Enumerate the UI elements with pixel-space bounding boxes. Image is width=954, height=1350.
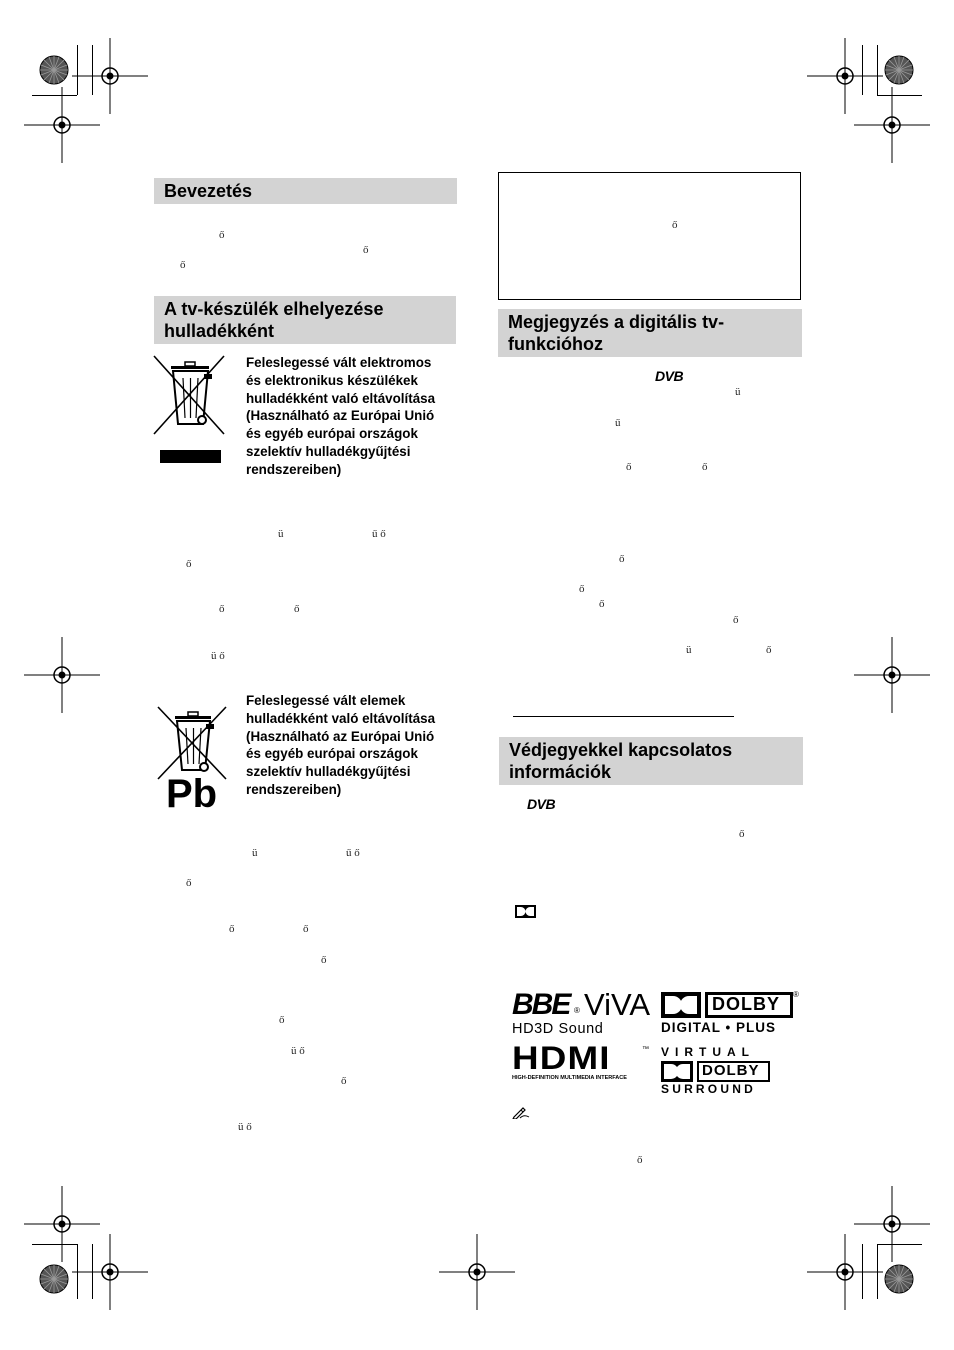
text-fragment: ü ő: [238, 1121, 252, 1133]
text-fragment: ő: [229, 923, 235, 935]
disposal-heading: A tv-készülék elhelyezése hulladékként: [154, 296, 456, 344]
text-fragment: ő: [599, 598, 605, 610]
dvb-logo: DVB: [655, 368, 684, 384]
text-fragment: ü: [686, 644, 692, 656]
digital-heading: Megjegyzés a digitális tv-funkcióhoz: [498, 309, 802, 357]
text-fragment: ű: [615, 417, 621, 429]
text-fragment: ű ő: [372, 528, 386, 540]
text-fragment: ő: [186, 558, 192, 570]
dolby-digital-plus-logo: [661, 992, 801, 1038]
surround-text: SURROUND: [661, 1082, 756, 1096]
virtual-text: VIRTUAL: [661, 1045, 755, 1059]
note-pencil-icon: [512, 1107, 530, 1119]
text-fragment: ő: [637, 1154, 643, 1166]
tm-mark: ™: [642, 1046, 649, 1053]
text-fragment: ü ő: [211, 650, 225, 662]
trademark-heading: Védjegyekkel kapcsolatos információk: [499, 737, 803, 785]
text-fragment: ü: [735, 386, 741, 398]
text-fragment: ü: [278, 528, 284, 540]
notice-box: [498, 172, 801, 300]
divider: [513, 716, 734, 717]
dolby-wordmark-box: [697, 1061, 770, 1082]
virtual-dolby-surround-logo: [661, 1046, 776, 1096]
text-fragment: ő: [733, 614, 739, 626]
text-fragment: ő: [219, 603, 225, 615]
text-fragment: ü ő: [291, 1045, 305, 1057]
disposal-electronics-text: Feleslegessé vált elektromos és elektronikus készülékek hulladékként való eltávolítása (Használható az Európai Unió és egyéb európai országok szelektív hulladékgyűjtési rendszereiben): [246, 355, 436, 477]
text-fragment: ő: [739, 828, 745, 840]
text-fragment: ő: [626, 461, 632, 473]
text-fragment: ő: [321, 954, 327, 966]
hdmi-logo: [512, 1040, 652, 1086]
digital-plus-text: DIGITAL • PLUS: [661, 1020, 776, 1035]
text-fragment: ő: [702, 461, 708, 473]
text-fragment: ő: [294, 603, 300, 615]
dolby-wordmark-box: [705, 992, 793, 1018]
hdmi-sub-text: HIGH-DEFINITION MULTIMEDIA INTERFACE: [512, 1075, 627, 1081]
hdmi-text: HDMI: [512, 1040, 611, 1076]
intro-heading: Bevezetés: [154, 178, 457, 204]
text-fragment: ő: [279, 1014, 285, 1026]
dvb-logo: DVB: [527, 796, 556, 812]
text-fragment: ő: [672, 219, 678, 231]
crossed-bin-icon: [152, 354, 228, 466]
registered-mark: ®: [793, 990, 799, 999]
text-fragment: ő: [180, 259, 186, 271]
bbe-text: BBE: [512, 988, 570, 1021]
viva-text: ViVA: [584, 987, 651, 1022]
text-fragment: ő: [766, 644, 772, 656]
pb-label: Pb: [166, 772, 218, 816]
dolby-text: DOLBY: [712, 994, 780, 1014]
disposal-batteries-text: Feleslegessé vált elemek hulladékként való eltávolítása (Használható az Európai Unió és egyéb európai országok szelektív hulladékgyűjtési rendszereiben): [246, 693, 436, 797]
text-fragment: ű ő: [346, 847, 360, 859]
text-fragment: ő: [341, 1075, 347, 1087]
hd3d-text: HD3D Sound: [512, 1021, 604, 1037]
dolby-dd-small-icon: [515, 905, 536, 918]
text-fragment: ü: [252, 847, 258, 859]
text-fragment: ő: [579, 583, 585, 595]
registered-mark: ®: [574, 1006, 580, 1015]
dolby-dd-icon: [661, 1061, 693, 1082]
text-fragment: ő: [219, 229, 225, 241]
text-fragment: ő: [619, 553, 625, 565]
dolby-dd-icon: [661, 992, 701, 1018]
bbe-viva-logo: [512, 987, 652, 1038]
text-fragment: ő: [363, 244, 369, 256]
dolby-text: DOLBY: [702, 1062, 760, 1079]
text-fragment: ő: [186, 877, 192, 889]
text-fragment: ő: [303, 923, 309, 935]
